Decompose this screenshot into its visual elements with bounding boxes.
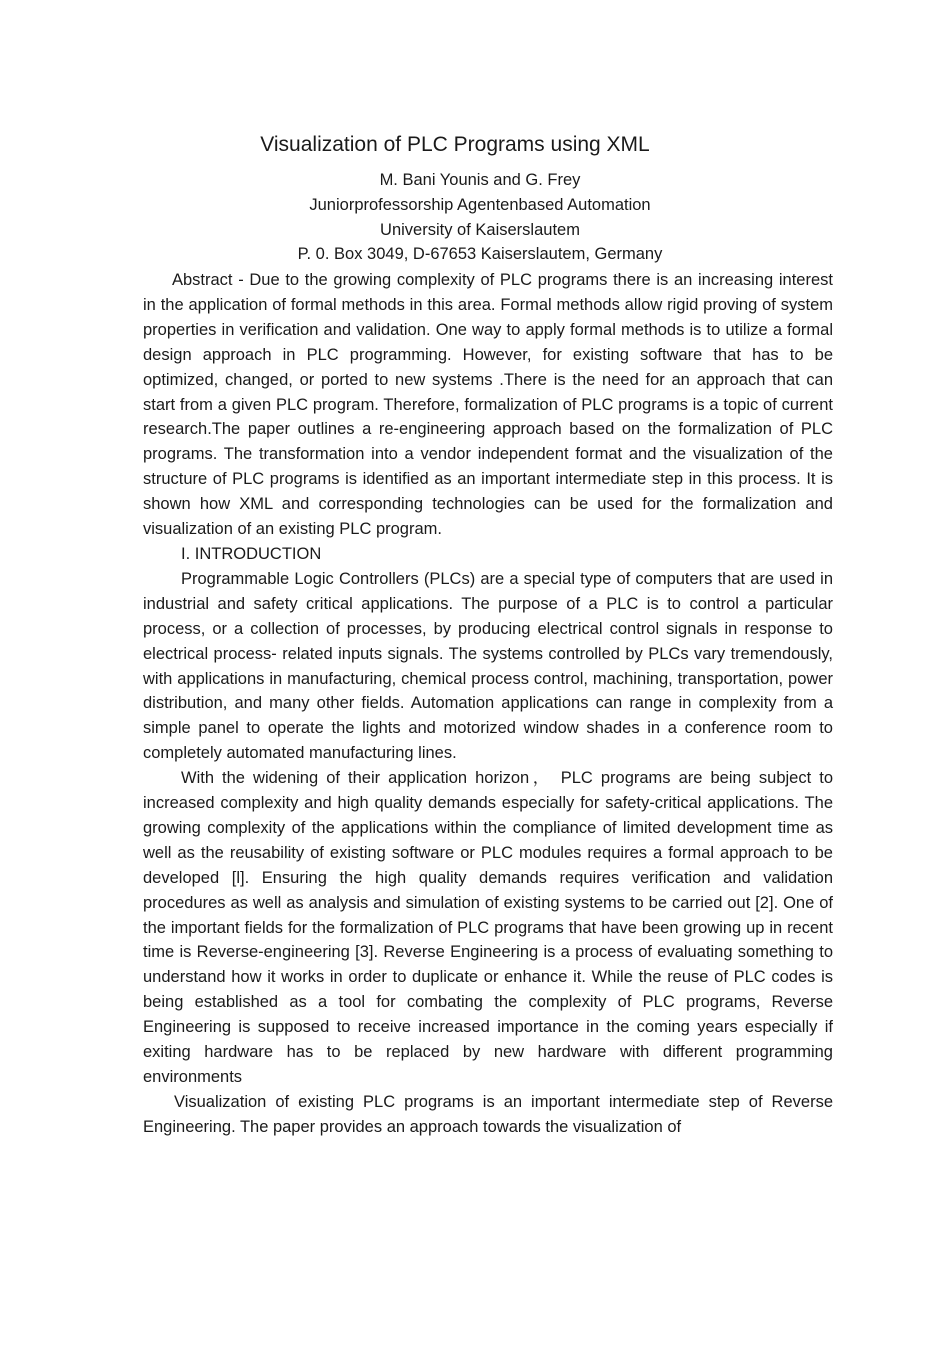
intro-paragraph-2: With the widening of their application horizon， PLC programs are being subject to increased complexity and high quality demands especially for safety-critical applications. The growing complexity of the applications within the compliance of limited development time as well as the reusability of existing software or PLC modules requires a formal approach to be developed [l]. Ensuring the high quality demands requires verification and validation procedures as well as analysis and simulation of existing systems to be carried out [2]. One of the important fields for the formalization of PLC programs that have been growing up in recent time is Reverse-engineering [3]. Reverse Engineering is a process of evaluating something to understand how it works in order to duplicate or enhance it. While the reuse of PLC codes is being established as a tool for combating the complexity of PLC programs, Reverse Engineering is supposed to receive increased importance in the coming years especially if exiting hardware has to be replaced by new hardware with different programming environments xyxy=(143,769,833,1086)
intro-paragraph-1: Programmable Logic Controllers (PLCs) are a special type of computers that are used in industrial and safety critical applications. The purpose of a PLC is to control a particular process, or a collection of processes, by producing electrical control signals in response to electrical process- related inputs signals. The systems controlled by PLCs vary tremendously, with applications in manufacturing, chemical process control, machining, transportation, power distribution, and many other fields. Automation applications can range in complexity from a simple panel to operate the lights and motorized window shades in a conference room to completely automated manufacturing lines. xyxy=(143,569,833,763)
authors: M. Bani Younis and G. Frey xyxy=(379,171,581,189)
affiliation: Juniorprofessorship Agentenbased Automation xyxy=(309,195,651,214)
address: P. 0. Box 3049, D-67653 Kaiserslautem, Germany xyxy=(297,245,663,264)
section-heading: I. INTRODUCTION xyxy=(181,544,322,563)
abstract: Abstract - Due to the growing complexity of PLC programs there is an increasing interest in the application of formal methods in this area. Formal methods allow rigid proving of system properties in verification and validation. One way to apply formal methods is to utilize a formal design approach in PLC programming. However, for existing software that has to be optimized, changed, or ported to new systems .There is the need for an approach that can start from a given PLC program. Therefore, formalization of PLC programs is a topic of current research.The paper outlines a re-engineering approach based on the formalization of PLC programs. The transformation into a vendor independent format and the visualization of the structure of PLC programs is identified as an important intermediate step in this process. It is shown how XML and corresponding technologies can be used for the formalization and visualization of an existing PLC program. xyxy=(143,271,833,539)
intro-paragraph-3: Visualization of existing PLC programs is an important intermediate step of Reverse Engineering. The paper provides an approach towards the visualization of xyxy=(143,1092,833,1136)
author-block xyxy=(0,168,950,267)
university: University of Kaiserslautem xyxy=(380,220,580,239)
paper-title: Visualization of PLC Programs using XML xyxy=(260,133,650,156)
paper-body xyxy=(143,268,833,1140)
